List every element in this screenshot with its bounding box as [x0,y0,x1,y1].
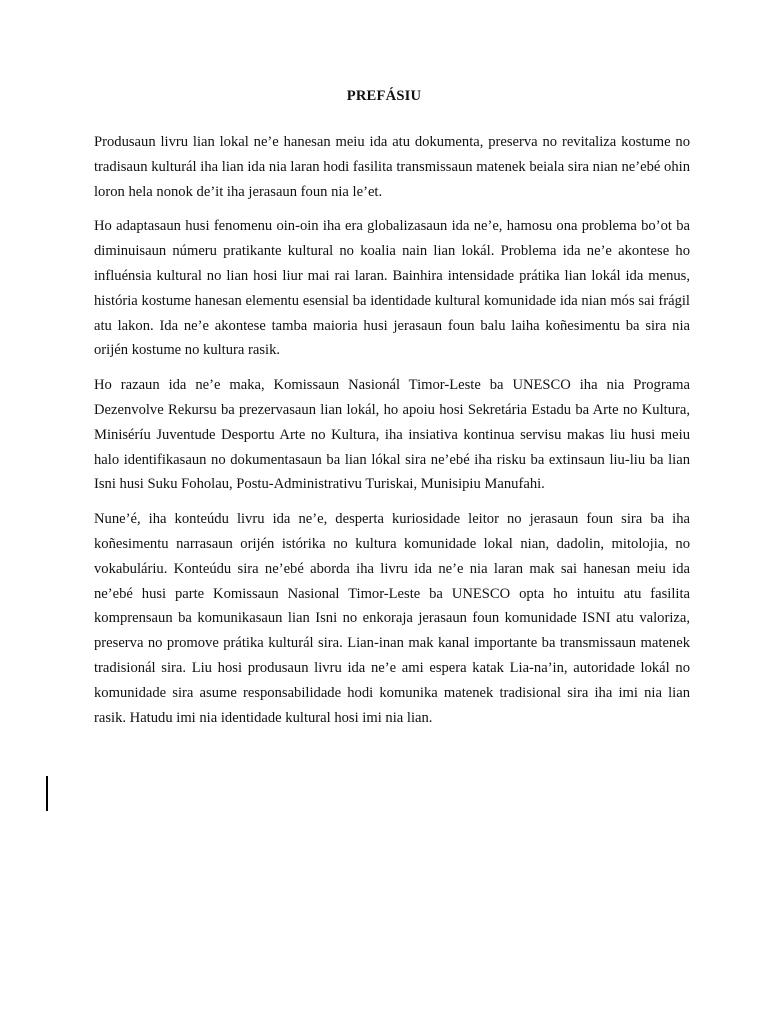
page-title: PREFÁSIU [346,88,422,104]
paragraph-1: Produsaun livru lian lokal ne’e hanesan meiu ida atu dokumenta, preserva no revitaliza kostume no tradisaun kulturál iha lian ida nia laran hodi fasilita transmissaun matenek beiala sira nian ne’ebé ohin loron hela nonok de’it iha jerasaun foun nia le’et. [94,134,690,200]
document-body [94,130,690,740]
text-cursor[interactable] [46,776,48,811]
paragraph-3: Ho razaun ida ne’e maka, Komissaun Nasionál Timor-Leste ba UNESCO iha nia Programa Dezenvolve Rekursu ba prezervasaun lian lokál, ho apoiu hosi Sekretária Estadu ba Arte no Kultura, Miniséríu Juventude Desportu Arte no Kultura, iha insiativa kontinua servisu makas liu husi meiu halo identifikasaun no dokumentasaun ba lian lókal sira ne’ebé iha risku ba extinsaun liu-liu ba lian Isni husi Suku Foholau, Postu-Administrativu Turiskai, Munisipiu Manufahi. [94,377,690,493]
paragraph-4: Nune’é, iha konteúdu livru ida ne’e, desperta kuriosidade leitor no jerasaun foun sira ba iha koñesimentu narrasaun orijén istórika no kultura komunidade lokal nian, dadolin, mitolojia, no vokabuláriu. Konteúdu sira ne’ebé aborda iha livru ida ne’e nia laran mak sai hanesan meiu ida ne’ebé husi parte Komissaun Nasional Timor-Leste ba UNESCO opta ho intuitu atu fasilita komprensaun ba komunikasaun lian Isni no enkoraja jerasaun foun komunidade ISNI atu valoriza, preserva no promove prátika kulturál sira. Lian-inan mak kanal importante ba transmissaun matenek tradisionál sira. Liu hosi produsaun livru ida ne’e ami espera katak Lia-na’in, autoridade lokál no komunidade sira asume responsabilidade hodi komunika matenek tradisional sira iha imi nia lian rasik. Hatudu imi nia identidade kultural hosi imi nia lian. [94,511,690,726]
paragraph-2: Ho adaptasaun husi fenomenu oin-oin iha era globalizasaun ida ne’e, hamosu ona problema bo’ot ba diminuisaun númeru pratikante kultural no koalia nain lian lokál. Problema ida ne’e akontese ho influénsia kultural no lian hosi liur mai rai laran. Bainhira intensidade prátika lian lokál ida menus, história kostume hanesan elementu esensial ba identidade kultural komunidade ida nian mós sai frágil atu lakon. Ida ne’e akontese tamba maioria husi jerasaun foun balu laiha koñesimentu ba sira nia orijén kostume no kultura rasik. [94,218,690,359]
